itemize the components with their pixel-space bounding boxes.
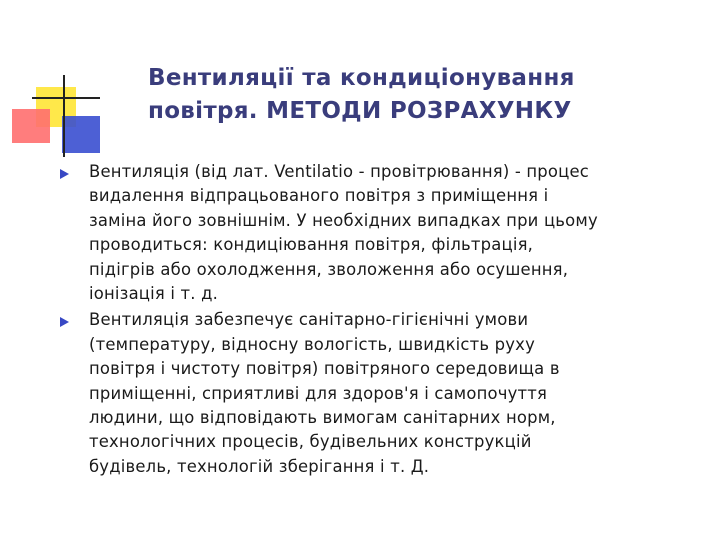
bullet-text: Вентиляція (від лат. Ventilatio - провітрювання) - процес видалення відпрацьованого повітря з приміщення і заміна його зовнішнім. У необхідних випадках при цьому проводиться: кондиціювання повітря, фільтрація, підігрів або охолодження, зволоження або осушення, іонізація і т. д.	[89, 162, 598, 304]
vertical-line	[63, 75, 65, 157]
bullet-item	[60, 308, 700, 479]
triangle-bullet-icon	[60, 169, 69, 179]
horizontal-line	[32, 97, 100, 99]
slide-title-line-1: Вентиляції та кондиціонування	[148, 65, 575, 91]
slide-title-line-2: повітря. МЕТОДИ РОЗРАХУНКУ	[148, 98, 572, 124]
red-square	[12, 109, 50, 143]
slide-title	[148, 62, 688, 128]
color-squares-logo	[0, 0, 120, 170]
bullet-item	[60, 160, 700, 306]
bullet-text: Вентиляція забезпечує санітарно-гігієнічні умови (температуру, відносну вологість, швидкість руху повітря і чистоту повітря) повітряного середовища в приміщенні, сприятливі для здоров'я і самопочуття людини, що відповідають вимогам санітарних норм, технологічних процесів, будівельних конструкцій будівель, технологій зберігання і т. Д.	[89, 310, 560, 476]
blue-square	[62, 116, 100, 153]
triangle-bullet-icon	[60, 317, 69, 327]
slide-content	[60, 160, 700, 481]
